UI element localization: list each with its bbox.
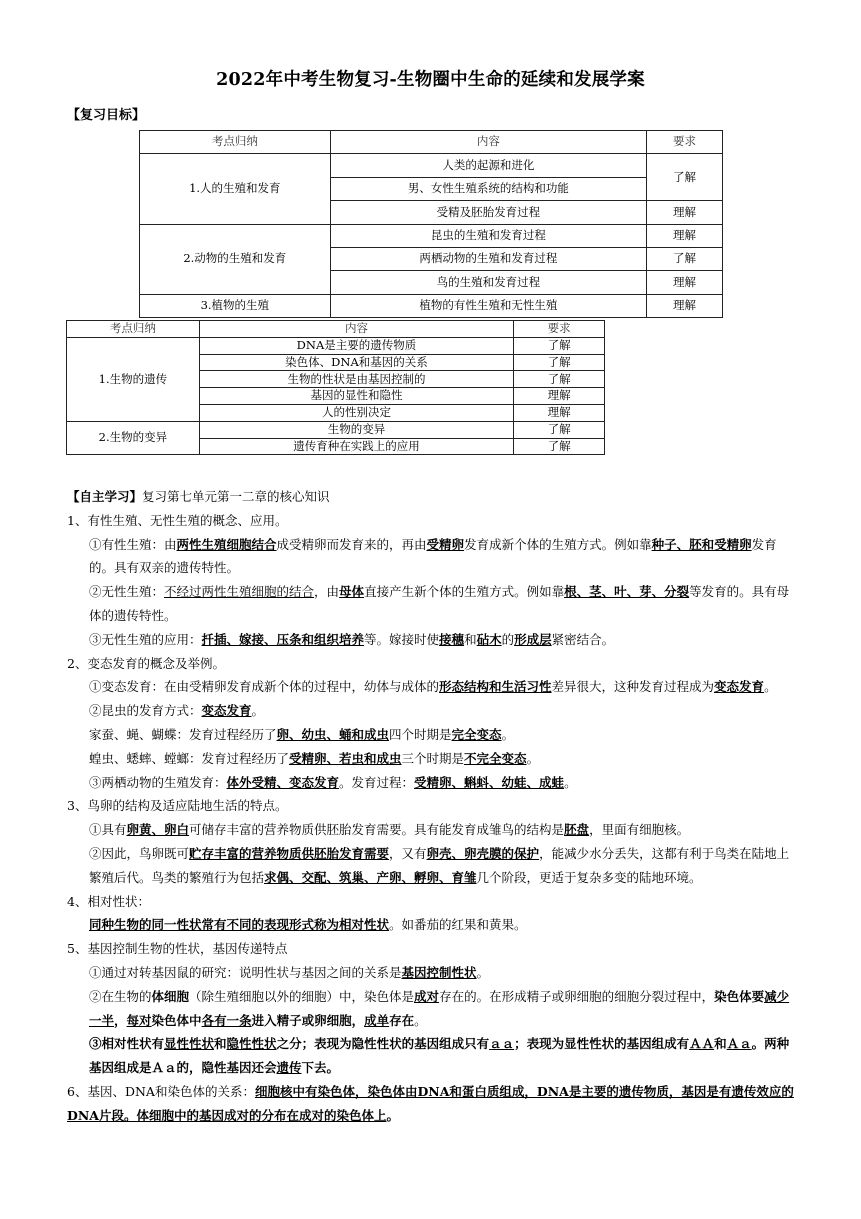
- content-cell: 染色体、DNA和基因的关系: [199, 354, 513, 371]
- section-heading: 5、基因控制生物的性状，基因传递特点: [67, 941, 288, 957]
- paragraph: 同种生物的同一性状常有不同的表现形式称为相对性状。如番茄的红果和黄果。: [89, 917, 527, 933]
- content-cell: 昆虫的生殖和发育过程: [330, 224, 646, 247]
- req-cell: 了解: [647, 247, 723, 270]
- topic-cell: 2.动物的生殖和发育: [140, 224, 331, 294]
- req-cell: 理解: [647, 224, 723, 247]
- self-study-label: 【自主学习】: [67, 489, 143, 504]
- paragraph: ②因此，鸟卵既可贮存丰富的营养物质供胚胎发育需要，又有卵壳、卵壳膜的保护，能减少水分丢失，这都有利于鸟类在陆地上繁殖后代。鸟类的繁殖行为包括求偶、交配、筑巢、产卵、孵卵、育雏几个阶段，更适于复杂多变的陆地环境。: [89, 845, 790, 885]
- content-cell: 受精及胚胎发育过程: [330, 201, 646, 224]
- col-head-content: 内容: [199, 321, 513, 338]
- col-head-content: 内容: [330, 131, 646, 154]
- req-cell: 了解: [514, 337, 605, 354]
- req-cell: 理解: [514, 388, 605, 405]
- content-cell: 生物的变异: [199, 421, 513, 438]
- table-row: [67, 337, 605, 354]
- col-head-topic: 考点归纳: [67, 321, 200, 338]
- topic-cell: 3.植物的生殖: [140, 294, 331, 317]
- content-cell: 遗传育种在实践上的应用: [199, 438, 513, 455]
- content-cell: 生物的性状是由基因控制的: [199, 371, 513, 388]
- req-cell: 理解: [514, 404, 605, 421]
- paragraph: 家蚕、蝇、蝴蝶：发育过程经历了卵、幼虫、蛹和成虫四个时期是完全变态。: [89, 726, 515, 742]
- paragraph: ③相对性状有显性性状和隐性性状之分；表现为隐性性状的基因组成只有ａａ；表现为显性性状的基因组成有ＡＡ和Ａａ。两种基因组成是Ａａ的，隐性基因还会遗传下去。: [89, 1036, 790, 1076]
- req-cell: 理解: [647, 294, 723, 317]
- req-cell: 理解: [647, 271, 723, 294]
- topic-cell: 2.生物的变异: [67, 421, 200, 455]
- section-heading: 1、有性生殖、无性生殖的概念、应用。: [67, 512, 288, 528]
- col-head-req: 要求: [514, 321, 605, 338]
- self-study-content: [67, 485, 797, 1128]
- content-cell: 基因的显性和隐性: [199, 388, 513, 405]
- self-study-subtitle: 复习第七单元第一二章的核心知识: [142, 489, 330, 504]
- topic-cell: 1.人的生殖和发育: [140, 154, 331, 224]
- table-header-row: [140, 131, 723, 154]
- content-cell: 人的性别决定: [199, 404, 513, 421]
- paragraph: ②无性生殖：不经过两性生殖细胞的结合，由母体直接产生新个体的生殖方式。例如靠根、茎、叶、芽、分裂等发育的。具有母体的遗传特性。: [89, 584, 790, 623]
- review-goal-table-2: [66, 320, 605, 455]
- paragraph: ③两栖动物的生殖发育：体外受精、变态发育。发育过程：受精卵、蝌蚪、幼蛙、成蛙。: [89, 774, 577, 790]
- paragraph: ①通过对转基因鼠的研究：说明性状与基因之间的关系是基因控制性状。: [89, 964, 490, 980]
- req-cell: 了解: [514, 354, 605, 371]
- content-cell: 人类的起源和进化: [330, 154, 646, 177]
- section-heading: 2、变态发育的概念及举例。: [67, 655, 225, 671]
- table-row: [67, 421, 605, 438]
- req-cell: 了解: [647, 154, 723, 201]
- table-row: [140, 294, 723, 317]
- content-cell: DNA是主要的遗传物质: [199, 337, 513, 354]
- req-cell: 了解: [514, 371, 605, 388]
- section-heading: 4、相对性状：: [67, 893, 150, 909]
- table-header-row: [67, 321, 605, 338]
- col-head-topic: 考点归纳: [140, 131, 331, 154]
- section-heading: 6、基因、DNA和染色体的关系：细胞核中有染色体，染色体由DNA和蛋白质组成，DNA是主要的遗传物质，基因是有遗传效应的DNA片段。体细胞中的基因成对的分布在成对的染色体上。: [67, 1083, 794, 1123]
- req-cell: 理解: [647, 201, 723, 224]
- table-row: [140, 224, 723, 247]
- section-heading: 3、鸟卵的结构及适应陆地生活的特点。: [67, 798, 288, 814]
- topic-cell: 1.生物的遗传: [67, 337, 200, 421]
- req-cell: 了解: [514, 421, 605, 438]
- review-goal-heading: 【复习目标】: [67, 108, 146, 123]
- page-title: 2022年中考生物复习-生物圈中生命的延续和发展学案: [216, 70, 645, 90]
- paragraph: ③无性生殖的应用：扦插、嫁接、压条和组织培养等。嫁接时使接穗和砧木的形成层紧密结合。: [89, 631, 615, 647]
- col-head-req: 要求: [647, 131, 723, 154]
- req-cell: 了解: [514, 438, 605, 455]
- paragraph: ①具有卵黄、卵白可储存丰富的营养物质供胚胎发育需要。具有能发育成雏鸟的结构是胚盘，里面有细胞核。: [89, 822, 690, 838]
- content-cell: 男、女性生殖系统的结构和功能: [330, 177, 646, 200]
- self-study-heading: [67, 485, 797, 509]
- paragraph: ②昆虫的发育方式：变态发育。: [89, 703, 265, 719]
- paragraph: 蝗虫、蟋蟀、螳螂：发育过程经历了受精卵、若虫和成虫三个时期是不完全变态。: [89, 750, 540, 766]
- content-cell: 植物的有性生殖和无性生殖: [330, 294, 646, 317]
- review-goal-table-1: [139, 130, 723, 318]
- paragraph: ②在生物的体细胞（除生殖细胞以外的细胞）中，染色体是成对存在的。在形成精子或卵细胞的细胞分裂过程中，染色体要减少一半，每对染色体中各有一条进入精子或卵细胞，成单存在。: [89, 988, 790, 1028]
- table-row: [140, 154, 723, 177]
- content-cell: 鸟的生殖和发育过程: [330, 271, 646, 294]
- content-cell: 两栖动物的生殖和发育过程: [330, 247, 646, 270]
- paragraph: ①有性生殖：由两性生殖细胞结合成受精卵而发育来的，再由受精卵发育成新个体的生殖方式。例如靠种子、胚和受精卵发育的。具有双亲的遗传特性。: [89, 536, 777, 576]
- paragraph: ①变态发育：在由受精卵发育成新个体的过程中，幼体与成体的形态结构和生活习性差异很大，这种发育过程成为变态发育。: [89, 679, 777, 695]
